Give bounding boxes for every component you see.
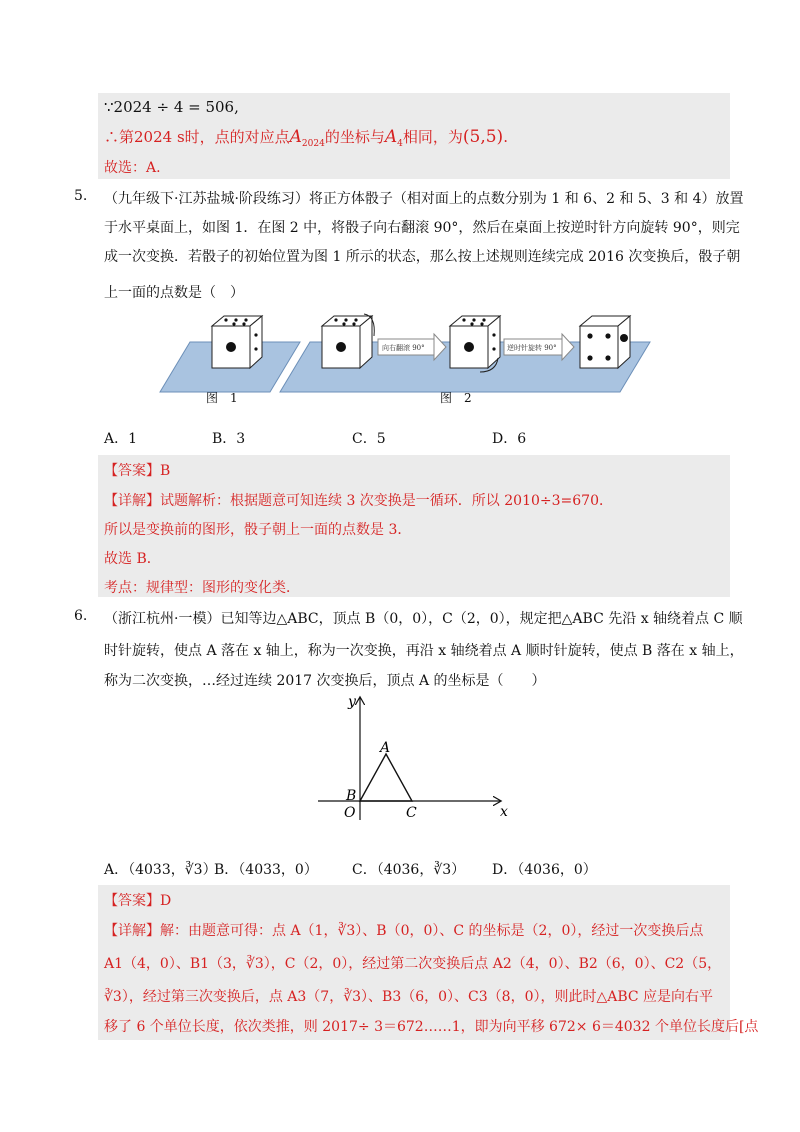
- q5-detail-line: 所以是变换前的图形，骰子朝上一面的点数是 3．: [104, 522, 412, 538]
- point-b-label: B: [346, 788, 357, 804]
- question-6-line: （浙江杭州·一模）已知等边△ABC，顶点 B（0，0），C（2，0），规定把△ABC 先沿 x 轴绕着点 C 顺: [104, 611, 743, 627]
- q6-option-a: A．（4033，∛3）: [104, 862, 217, 878]
- question-5-line: 成一次变换．若骰子的初始位置为图 1 所示的状态，那么按上述规则连续完成 2016 次变换后，骰子朝: [104, 249, 741, 265]
- q6-detail-line: 【详解】解：由题意可得：点 A（1，∛3）、B（0，0）、C 的坐标是（2，0），经过一次变换后点: [104, 923, 704, 939]
- q5-detail-line: 考点：规律型：图形的变化类．: [104, 580, 300, 596]
- q5-option-a: A．1: [104, 431, 138, 447]
- figure-2-label: 图 2: [440, 391, 472, 405]
- svg-text:逆时针旋转 90°: 逆时针旋转 90°: [507, 344, 557, 352]
- question-6-number: 6.: [74, 608, 88, 624]
- q6-option-c: C．（4036，∛3）: [352, 862, 466, 878]
- svg-text:向右翻滚 90°: 向右翻滚 90°: [382, 344, 425, 352]
- q5-detail-line: 故选 B．: [104, 551, 161, 567]
- solution-line-2: ∴第2024 s时，点的对应点$A_{2024}$的坐标与$A_4$相同，为(5,5).: [104, 127, 508, 149]
- q5-option-b: B．3: [212, 431, 246, 447]
- triangle-abc: [360, 754, 412, 801]
- question-5-line: 上一面的点数是（ ）: [104, 285, 244, 301]
- q5-option-c: C．5: [352, 431, 386, 447]
- question-5-number: 5.: [74, 188, 88, 204]
- question-5-line: 于水平桌面上，如图 1．在图 2 中，将骰子向右翻滚 90°，然后在桌面上按逆时针方向旋转 90°，则完: [104, 220, 740, 236]
- point-a-label: A: [380, 740, 391, 756]
- question-5-line: （九年级下·江苏盐城·阶段练习）将正方体骰子（相对面上的点数分别为 1 和 6、2 和 5、3 和 4）放置: [104, 191, 744, 207]
- die-1: [212, 316, 262, 368]
- q6-option-b: B．（4033，0）: [214, 862, 318, 878]
- dice-figure: [150, 312, 670, 407]
- q6-detail-line: ∛3），经过第三次变换后，点 A3（7，∛3）、B3（6，0）、C3（8，0），则此时△ABC 应是向右平: [104, 989, 714, 1005]
- solution-line-1: ∵2024 ÷ 4 = 506,: [104, 98, 239, 116]
- point-c-label: C: [406, 805, 417, 821]
- y-label: y: [348, 694, 356, 710]
- triangle-figure: [310, 692, 520, 827]
- point-o-label: O: [344, 805, 356, 821]
- die-4: [580, 316, 630, 368]
- q6-option-d: D．（4036，0）: [492, 862, 597, 878]
- q6-detail-line: A1（4，0）、B1（3，∛3），C（2，0），经过第二次变换后点 A2（4，0）、B2（6，0）、C2（5，: [104, 956, 722, 972]
- figure-1-label: 图 1: [206, 391, 238, 405]
- solution-line-3: 故选：A.: [104, 160, 161, 176]
- q5-option-d: D．6: [492, 431, 527, 447]
- q6-answer: 【答案】D: [104, 893, 172, 909]
- q6-detail-line: 移了 6 个单位长度，依次类推，则 2017÷ 3＝672……1，即为向平移 672× 6＝4032 个单位长度后[点: [104, 1019, 759, 1035]
- q5-answer: 【答案】B: [104, 463, 171, 479]
- die-2: [322, 314, 374, 368]
- q5-detail-line: 【详解】试题解析：根据题意可知连续 3 次变换是一循环．所以 2010÷3=670．: [104, 493, 613, 509]
- die-3: [450, 316, 500, 372]
- x-label: x: [500, 804, 508, 820]
- question-6-line: 称为二次变换，…经过连续 2017 次变换后，顶点 A 的坐标是（ ）: [104, 673, 546, 689]
- question-6-line: 时针旋转，使点 A 落在 x 轴上，称为一次变换，再沿 x 轴绕着点 A 顺时针旋转，使点 B 落在 x 轴上，: [104, 643, 744, 659]
